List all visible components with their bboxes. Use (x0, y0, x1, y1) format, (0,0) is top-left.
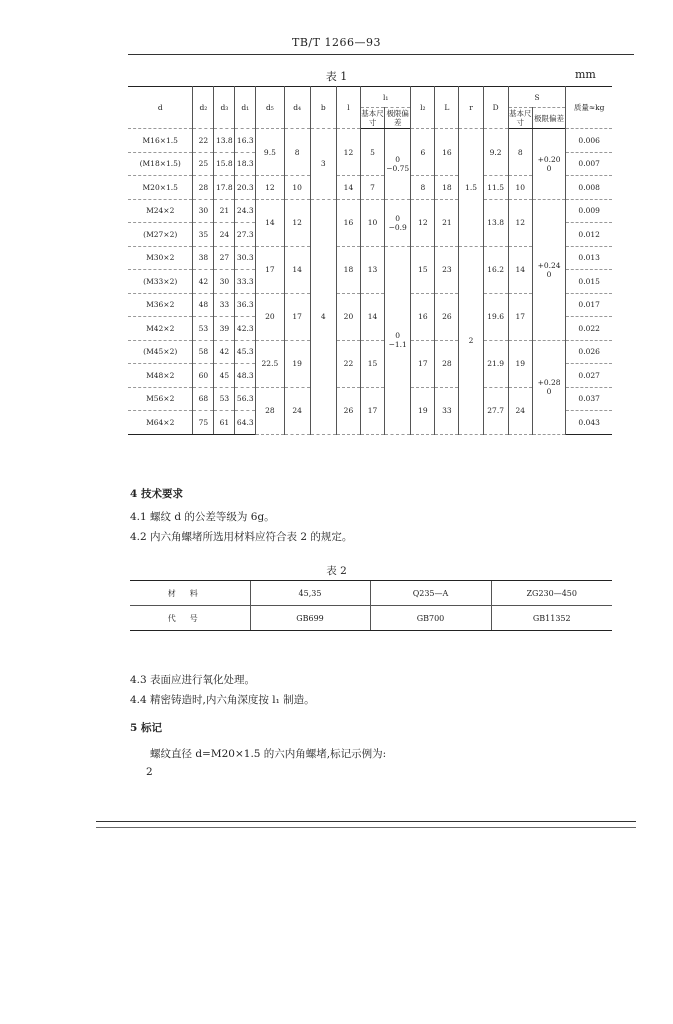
table-cell: 27.3 (235, 223, 256, 247)
table-cell: 0.009 (566, 199, 612, 223)
table-cell: 75 (193, 411, 214, 435)
table-cell: 17 (284, 293, 310, 340)
table-cell: 45.3 (235, 340, 256, 364)
table-cell: 13.8 (214, 129, 235, 153)
table1-unit: mm (575, 68, 596, 81)
table-cell: 56.3 (235, 387, 256, 411)
col-header-b: b (310, 87, 336, 129)
table-cell: 0.022 (566, 317, 612, 341)
col-header-l1-dev: 极限偏差 (386, 109, 409, 127)
section5-title: 5 标记 (130, 722, 162, 734)
table-cell: 28 (256, 387, 284, 434)
col-header-S: S (508, 87, 566, 108)
table-cell: 27 (214, 246, 235, 270)
table-cell: 13 (361, 246, 385, 293)
table-cell: 26 (435, 293, 459, 340)
table-cell: 68 (193, 387, 214, 411)
footer-rule (96, 827, 636, 828)
table-cell: 12 (284, 199, 310, 246)
table-cell: 22.5 (256, 340, 284, 387)
table-cell: 53 (214, 387, 235, 411)
table-cell: 9.2 (483, 129, 508, 176)
table-cell: (M27×2) (128, 223, 193, 247)
table-cell: 48.3 (235, 364, 256, 388)
col-header-d1: d₁ (235, 87, 256, 129)
table-row (130, 606, 612, 631)
table-cell: 19.6 (483, 293, 508, 340)
table-cell: 17.8 (214, 176, 235, 200)
table-cell: 0.026 (566, 340, 612, 364)
table-cell: 20 (336, 293, 360, 340)
table-cell: 0.017 (566, 293, 612, 317)
col-header-l2: l₂ (411, 87, 435, 129)
table-cell: 45,35 (250, 581, 370, 606)
table-cell: 16 (336, 199, 360, 246)
table-row (130, 581, 612, 606)
table-cell: 11.5 (483, 176, 508, 200)
col-header-l1-basic: 基本尺寸 (361, 109, 384, 127)
table-cell: 14 (284, 246, 310, 293)
table2 (130, 580, 612, 631)
table-cell: 10 (508, 176, 532, 200)
table-cell: 17 (508, 293, 532, 340)
table-cell: 16 (435, 129, 459, 176)
table-cell: 33 (214, 293, 235, 317)
table-cell: 42 (214, 340, 235, 364)
col-header-d2: d₂ (193, 87, 214, 129)
col-header-L: L (435, 87, 459, 129)
table-cell: 0.007 (566, 152, 612, 176)
table-cell: 21.9 (483, 340, 508, 387)
col-header-d: d (128, 87, 193, 129)
footer-rule (96, 821, 636, 822)
table-cell: 代号 (130, 606, 250, 631)
table-cell: 0 −0.75 (385, 129, 411, 200)
table-cell: 20.3 (235, 176, 256, 200)
table-cell: 30 (193, 199, 214, 223)
table-cell: 58 (193, 340, 214, 364)
table-cell: 12 (508, 199, 532, 246)
table-cell: 材料 (130, 581, 250, 606)
col-header-l1: l₁ (361, 87, 411, 108)
table-cell: 0.012 (566, 223, 612, 247)
table-cell: 64.3 (235, 411, 256, 435)
table-cell: 12 (336, 129, 360, 176)
table-cell: 48 (193, 293, 214, 317)
col-header-d3: d₃ (214, 87, 235, 129)
table-cell: 24 (214, 223, 235, 247)
table-cell: 8 (411, 176, 435, 200)
table-cell: 24.3 (235, 199, 256, 223)
section4-item: 4.2 内六角螺堵所选用材料应符合表 2 的规定。 (130, 531, 353, 543)
table-cell: +0.24 0 (532, 199, 566, 340)
table-cell: 19 (284, 340, 310, 387)
table2-title: 表 2 (326, 565, 347, 577)
table-cell: M20×1.5 (128, 176, 193, 200)
col-header-D: D (483, 87, 508, 129)
table-cell: M48×2 (128, 364, 193, 388)
section5-text: 螺纹直径 d=M20×1.5 的六内角螺堵,标记示例为: (150, 748, 387, 760)
section4-item: 4.1 螺纹 d 的公差等级为 6g。 (130, 511, 275, 523)
table-cell: (M33×2) (128, 270, 193, 294)
table-cell: GB700 (370, 606, 491, 631)
table-cell: 25 (193, 152, 214, 176)
table-cell: 20 (256, 293, 284, 340)
col-header-l: l (336, 87, 360, 129)
table-cell: 15 (361, 340, 385, 387)
table-cell: GB11352 (491, 606, 612, 631)
col-header-d4: d₄ (284, 87, 310, 129)
table-cell: 12 (411, 199, 435, 246)
table-cell: 16.3 (235, 129, 256, 153)
table-cell: 24 (508, 387, 532, 434)
table-row (128, 199, 612, 223)
col-header-S-dev: 极限偏差 (532, 108, 566, 129)
table-cell: 28 (435, 340, 459, 387)
table-cell: M24×2 (128, 199, 193, 223)
table-cell: 26 (336, 387, 360, 434)
table-cell: 61 (214, 411, 235, 435)
table-cell: 9.5 (256, 129, 284, 176)
table-cell: M16×1.5 (128, 129, 193, 153)
table-cell: 21 (435, 199, 459, 246)
table-cell: 15.8 (214, 152, 235, 176)
table-cell: 27.7 (483, 387, 508, 434)
table-cell: 0.015 (566, 270, 612, 294)
table-cell: 23 (435, 246, 459, 293)
table-cell: 3 (310, 129, 336, 200)
table-cell: 10 (361, 199, 385, 246)
table-cell: 21 (214, 199, 235, 223)
table-cell: 14 (256, 199, 284, 246)
table-cell: 6 (411, 129, 435, 176)
table-cell: 60 (193, 364, 214, 388)
table-cell: 15 (411, 246, 435, 293)
table-row (128, 129, 612, 153)
table-cell: M64×2 (128, 411, 193, 435)
table-cell: ZG230—450 (491, 581, 612, 606)
table-cell: 33 (435, 387, 459, 434)
table-cell: 14 (336, 176, 360, 200)
table-cell: 45 (214, 364, 235, 388)
col-header-S-basic: 基本尺寸 (509, 109, 532, 127)
table-cell: 0.013 (566, 246, 612, 270)
header-rule (128, 54, 634, 55)
table-cell: 8 (508, 129, 532, 176)
col-header-mass: 质量≈kg (566, 87, 612, 129)
table-cell: 53 (193, 317, 214, 341)
table-cell: M56×2 (128, 387, 193, 411)
table-cell: 18.3 (235, 152, 256, 176)
table-cell: 0 −1.1 (385, 246, 411, 434)
table-cell: 4 (310, 199, 336, 434)
table-cell: 10 (284, 176, 310, 200)
table-cell: 22 (193, 129, 214, 153)
table-cell: (M18×1.5) (128, 152, 193, 176)
table1 (128, 86, 612, 435)
table-cell: 33.3 (235, 270, 256, 294)
section4-item: 4.3 表面应进行氧化处理。 (130, 674, 256, 686)
table-cell: (M45×2) (128, 340, 193, 364)
table-row (128, 340, 612, 364)
table-cell: 28 (193, 176, 214, 200)
document-header: TB/T 1266—93 (292, 36, 381, 49)
table-cell: 0.027 (566, 364, 612, 388)
col-header-r: r (459, 87, 483, 129)
table-cell: 7 (361, 176, 385, 200)
table-cell: 14 (361, 293, 385, 340)
table-cell: 42.3 (235, 317, 256, 341)
table-cell: 19 (508, 340, 532, 387)
table-cell: 13.8 (483, 199, 508, 246)
table-cell: 18 (435, 176, 459, 200)
table-cell: 35 (193, 223, 214, 247)
table-cell: +0.20 0 (532, 129, 566, 200)
section4-item: 4.4 精密铸造时,内六角深度按 l₁ 制造。 (130, 694, 315, 706)
table-cell: M36×2 (128, 293, 193, 317)
table-cell: 14 (508, 246, 532, 293)
table-cell: 24 (284, 387, 310, 434)
table-cell: 36.3 (235, 293, 256, 317)
table1-body (128, 129, 612, 435)
table-cell: +0.28 0 (532, 340, 566, 434)
table-cell: 17 (361, 387, 385, 434)
table-cell: 2 (459, 246, 483, 434)
table-cell: 22 (336, 340, 360, 387)
table-cell: 16.2 (483, 246, 508, 293)
table-cell: 0.006 (566, 129, 612, 153)
table-cell: 18 (336, 246, 360, 293)
table-cell: Q235—A (370, 581, 491, 606)
table-cell: 0.008 (566, 176, 612, 200)
table-cell: 30 (214, 270, 235, 294)
table-cell: 12 (256, 176, 284, 200)
section4-title: 4 技术要求 (130, 488, 183, 500)
table-cell: 30.3 (235, 246, 256, 270)
table-cell: 38 (193, 246, 214, 270)
table-cell: M42×2 (128, 317, 193, 341)
table-cell: 0 −0.9 (385, 199, 411, 246)
table-cell: 1.5 (459, 129, 483, 247)
table-cell: 42 (193, 270, 214, 294)
table-cell: 5 (361, 129, 385, 176)
table1-title: 表 1 (325, 70, 348, 83)
table-cell: M30×2 (128, 246, 193, 270)
table-cell: 0.037 (566, 387, 612, 411)
table-cell: 0.043 (566, 411, 612, 435)
table-cell: 8 (284, 129, 310, 176)
table-cell: 17 (411, 340, 435, 387)
table-cell: 19 (411, 387, 435, 434)
table-cell: 17 (256, 246, 284, 293)
table-cell: GB699 (250, 606, 370, 631)
page-number: 2 (146, 766, 153, 778)
table-cell: 39 (214, 317, 235, 341)
table-cell: 16 (411, 293, 435, 340)
col-header-d5: d₅ (256, 87, 284, 129)
